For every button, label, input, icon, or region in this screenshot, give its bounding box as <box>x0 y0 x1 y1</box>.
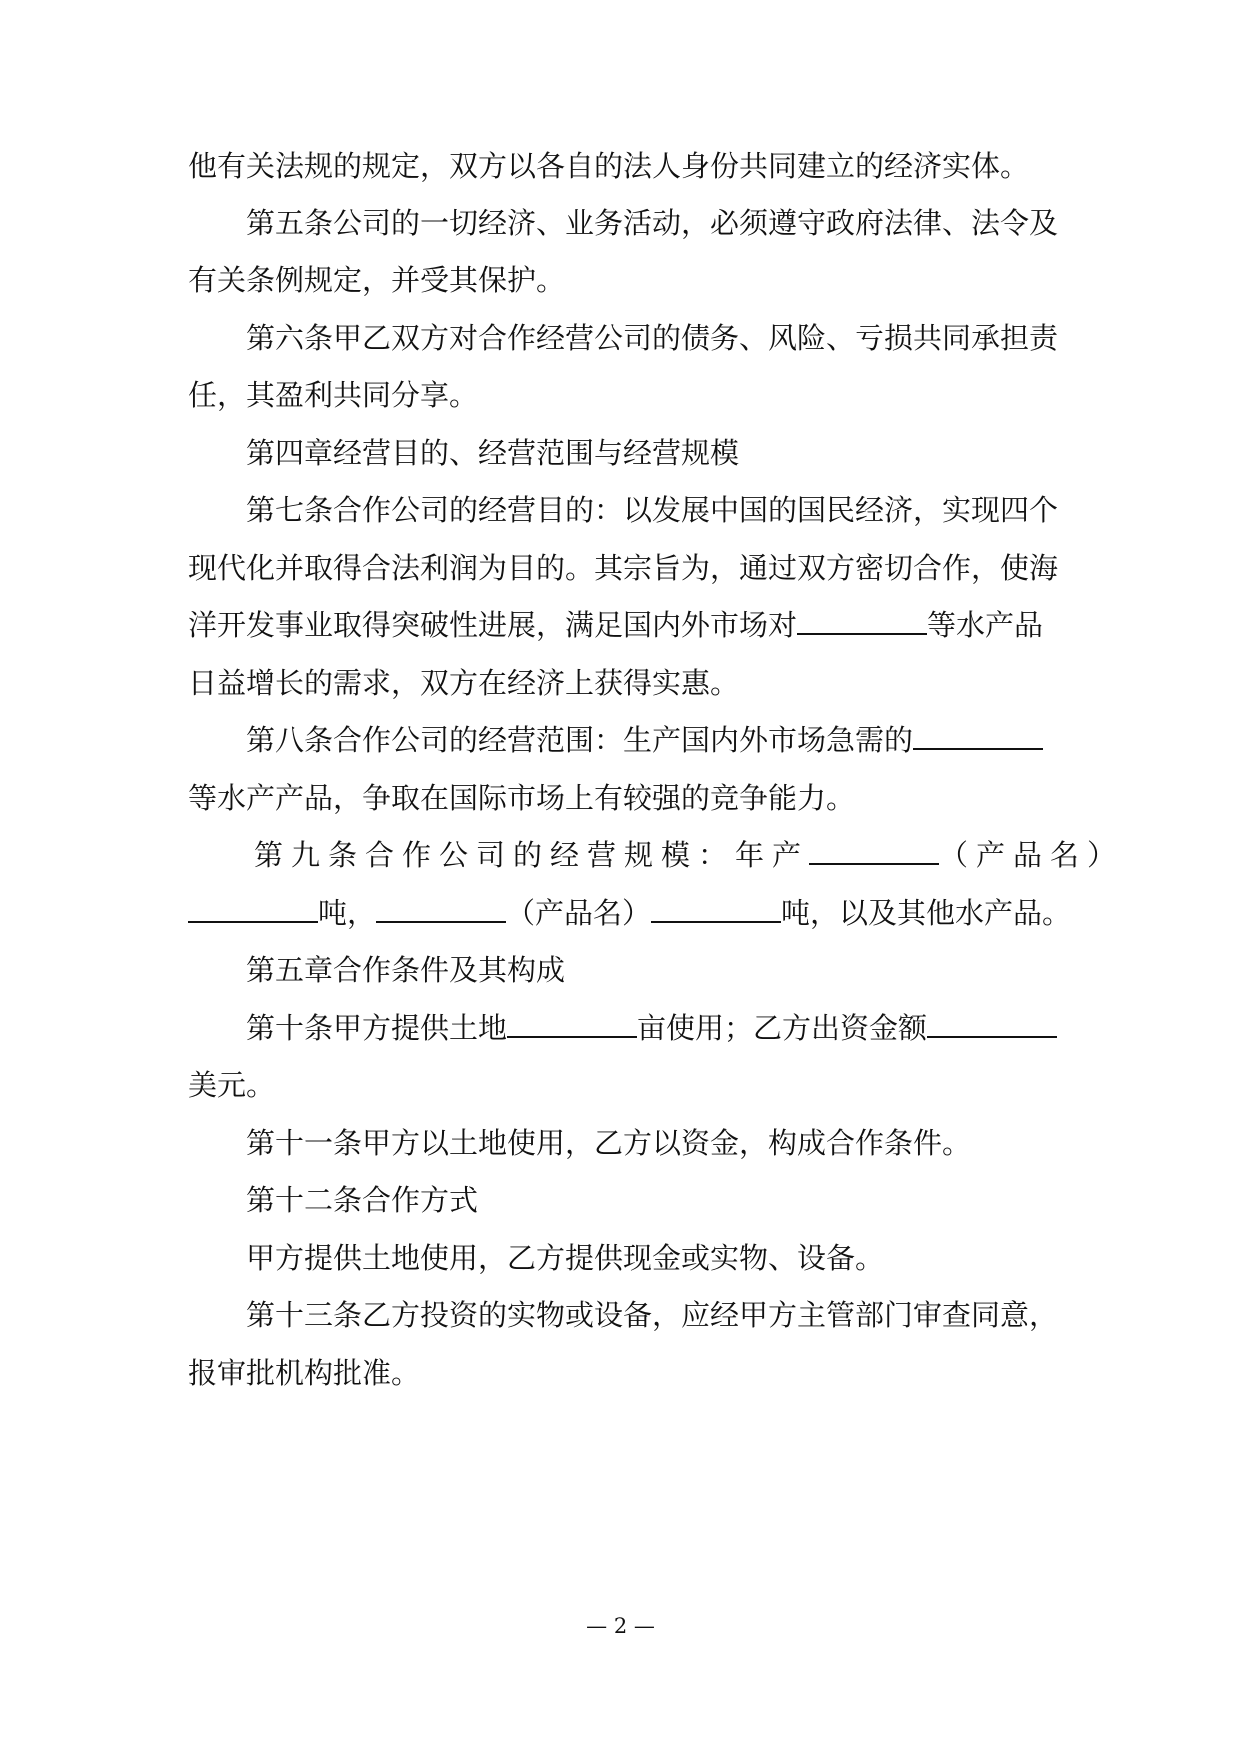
chapter-heading <box>246 433 739 473</box>
text: 第十一条甲方以土地使用，乙方以资金，构成合作条件。 <box>246 1126 972 1160</box>
fill-blank[interactable] <box>651 895 781 923</box>
text: （产品名） <box>506 896 652 930</box>
fill-blank[interactable] <box>507 1010 637 1038</box>
text: 等水产品 <box>927 608 1044 642</box>
text: 吨， <box>318 896 377 930</box>
text: 第六条甲乙双方对合作经营公司的债务、风险、亏损共同承担责 <box>246 321 1059 355</box>
text: 美元。 <box>188 1068 276 1102</box>
fill-blank[interactable] <box>797 607 927 635</box>
page-number: — 2 — <box>586 1614 655 1638</box>
text: 亩使用；乙方出资金额 <box>637 1011 928 1045</box>
paragraph-line <box>254 835 1124 875</box>
paragraph-line <box>246 720 1043 760</box>
text: 他有关法规的规定，双方以各自的法人身份共同建立的经济实体。 <box>188 149 1030 183</box>
text: 第九条合作公司的经营规模：年产 <box>254 838 810 872</box>
paragraph-line <box>188 893 1071 933</box>
paragraph-line <box>246 490 1058 530</box>
text: 第七条合作公司的经营目的：以发展中国的国民经济，实现四个 <box>246 493 1059 527</box>
fill-blank[interactable] <box>913 722 1043 750</box>
text: （产品名） <box>939 838 1125 872</box>
text: 日益增长的需求，双方在经济上获得实惠。 <box>188 666 740 700</box>
paragraph-line <box>188 1353 420 1393</box>
paragraph-line <box>246 1180 478 1220</box>
paragraph-line <box>246 1295 1058 1335</box>
fill-blank[interactable] <box>809 837 939 865</box>
paragraph-line <box>188 146 1029 186</box>
paragraph-line <box>188 1065 275 1105</box>
text: 任，其盈利共同分享。 <box>188 378 479 412</box>
fill-blank[interactable] <box>927 1010 1057 1038</box>
paragraph-line <box>246 1123 971 1163</box>
text: 洋开发事业取得突破性进展，满足国内外市场对 <box>188 608 798 642</box>
paragraph-line <box>246 1008 1057 1048</box>
paragraph-line <box>188 548 1058 588</box>
fill-blank[interactable] <box>188 895 318 923</box>
text: 第十三条乙方投资的实物或设备，应经甲方主管部门审查同意， <box>246 1298 1059 1332</box>
fill-blank[interactable] <box>376 895 506 923</box>
text: 第五条公司的一切经济、业务活动，必须遵守政府法律、法令及 <box>246 206 1059 240</box>
text: 第八条合作公司的经营范围：生产国内外市场急需的 <box>246 723 914 757</box>
paragraph-line <box>246 1238 884 1278</box>
text: 吨，以及其他水产品。 <box>781 896 1072 930</box>
text: 甲方提供土地使用，乙方提供现金或实物、设备。 <box>246 1241 885 1275</box>
paragraph-line <box>246 318 1058 358</box>
text: 等水产产品，争取在国际市场上有较强的竞争能力。 <box>188 781 856 815</box>
paragraph-line <box>188 375 478 415</box>
paragraph-line <box>188 605 1043 645</box>
paragraph-line <box>188 260 565 300</box>
text: 有关条例规定，并受其保护。 <box>188 263 566 297</box>
text: 第十条甲方提供土地 <box>246 1011 508 1045</box>
text: 第十二条合作方式 <box>246 1183 479 1217</box>
text: 第五章合作条件及其构成 <box>246 953 566 987</box>
paragraph-line <box>188 663 739 703</box>
paragraph-line <box>188 778 855 818</box>
text: 报审批机构批准。 <box>188 1356 421 1390</box>
paragraph-line <box>246 203 1058 243</box>
text: 现代化并取得合法利润为目的。其宗旨为，通过双方密切合作，使海 <box>188 551 1059 585</box>
chapter-heading <box>246 950 565 990</box>
text: 第四章经营目的、经营范围与经营规模 <box>246 436 740 470</box>
